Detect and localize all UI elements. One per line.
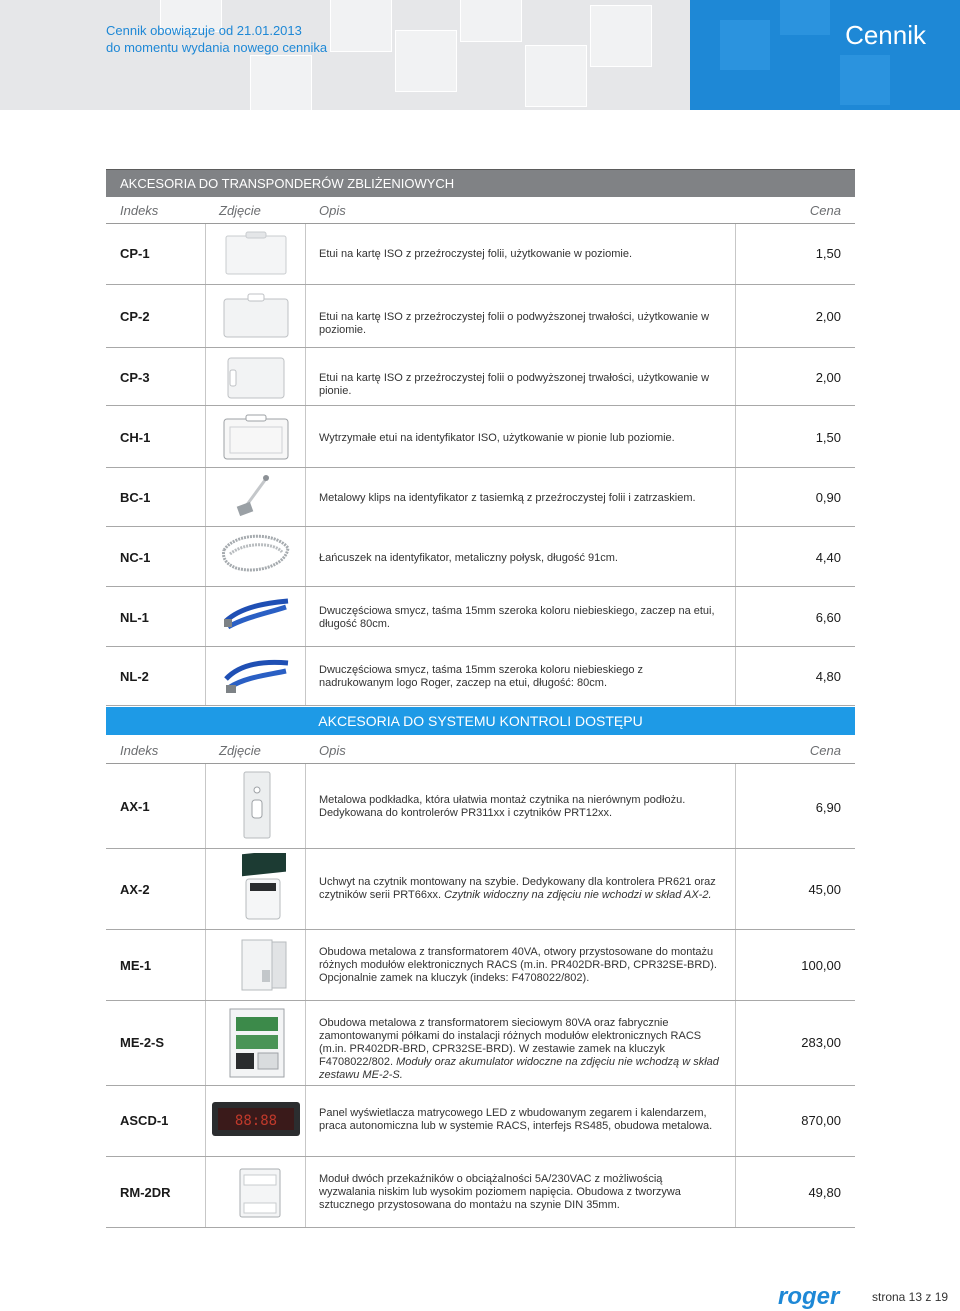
product-code: ASCD-1 xyxy=(120,1113,169,1128)
page-number: strona 13 z 19 xyxy=(872,1290,949,1304)
table-row xyxy=(106,764,855,849)
column-photo: Zdjęcie xyxy=(219,203,261,218)
table-row xyxy=(106,849,855,930)
product-description xyxy=(319,1017,719,1082)
product-description xyxy=(319,876,719,902)
table-row xyxy=(106,930,855,1001)
table-row xyxy=(106,468,855,527)
glass-mount-icon xyxy=(216,853,296,925)
table-row xyxy=(106,587,855,647)
product-description: Panel wyświetlacza matrycowego LED z wbudowanym zegarem i kalendarzem, praca autonomiczna lub w systemie RACS, interfejs RS485, obudowa metalowa. xyxy=(319,1107,713,1132)
column-headers xyxy=(106,737,855,764)
product-description: Łańcuszek na identyfikator, metaliczny połysk, długość 91cm. xyxy=(319,552,618,564)
metal-plate-icon xyxy=(216,770,296,842)
product-code: AX-2 xyxy=(120,882,150,897)
decorative-square xyxy=(250,55,312,110)
table-row xyxy=(106,348,855,406)
table-row xyxy=(106,1157,855,1228)
product-code: NL-2 xyxy=(120,669,149,684)
led-display-icon xyxy=(210,1094,302,1146)
product-price: 4,40 xyxy=(815,550,841,565)
decorative-square xyxy=(720,20,770,70)
product-price: 283,00 xyxy=(801,1035,841,1050)
table-row xyxy=(106,1086,855,1157)
validity-line-2: do momentu wydania nowego cennika xyxy=(106,40,328,55)
column-price: Cena xyxy=(809,203,841,218)
column-price: Cena xyxy=(809,743,841,758)
table-row xyxy=(106,647,855,706)
product-description: Etui na kartę ISO z przeźroczystej folii, użytkowanie w poziomie. xyxy=(319,248,633,260)
card-holder-icon xyxy=(216,291,296,341)
column-index: Indeks xyxy=(120,743,159,758)
product-description: Dwuczęściowa smycz, taśma 15mm szeroka koloru niebieskiego z nadrukowanym logo Roger, zaczep na etui, długość: 80cm. xyxy=(319,664,644,689)
table-row xyxy=(106,406,855,468)
table-row xyxy=(106,224,855,285)
product-description: Dwuczęściowa smycz, taśma 15mm szeroka koloru niebieskiego, zaczep na etui, długość 80cm. xyxy=(319,605,715,630)
badge-clip-icon xyxy=(216,472,296,522)
product-code: CP-2 xyxy=(120,309,150,324)
column-index: Indeks xyxy=(120,203,159,218)
product-description: Wytrzymałe etui na identyfikator ISO, użytkowanie w pionie lub poziomie. xyxy=(319,432,675,444)
din-relay-module-icon xyxy=(216,1163,296,1223)
rigid-card-holder-icon xyxy=(216,411,296,463)
decorative-square xyxy=(460,0,522,42)
description-text: Obudowa metalowa z transformatorem sieciowym 80VA oraz fabrycznie zamontowanymi półkami do instalacji różnych modułów elektronicznych RACS (m.in. PR402DR-BRD, CPR32SE-BRD). W zestawie zamek na kluczyk F4708022/802. xyxy=(319,1017,702,1068)
decorative-square xyxy=(780,0,830,35)
description-text: Uchwyt na czytnik montowany na szybie. Dedykowany dla kontrolera PR621 oraz czytników serii PRT66xx. xyxy=(319,876,716,901)
validity-note xyxy=(106,22,327,56)
product-price: 0,90 xyxy=(815,490,841,505)
decorative-square xyxy=(330,0,392,52)
product-code: BC-1 xyxy=(120,490,151,505)
card-holder-icon xyxy=(216,230,296,278)
description-note: Czytnik widoczny na zdjęciu nie wchodzi w skład AX-2. xyxy=(444,889,712,901)
product-price: 6,90 xyxy=(815,800,841,815)
decorative-square xyxy=(395,30,457,92)
product-code: ME-2-S xyxy=(120,1035,165,1050)
header-band xyxy=(0,0,690,110)
product-price: 1,50 xyxy=(815,430,841,445)
description-text: Metalowa podkładka, która ułatwia montaż czytnika na nierównym podłożu. Dedykowana do kontrolerów PR311xx i czytników PRT12xx. xyxy=(319,794,686,819)
product-price: 45,00 xyxy=(808,882,841,897)
column-photo: Zdjęcie xyxy=(219,743,261,758)
product-code: NC-1 xyxy=(120,550,151,565)
description-note: Moduły oraz akumulator widoczne na zdjęciu nie wchodzą w skład zestawu ME-2-S. xyxy=(319,1056,719,1081)
product-code: RM-2DR xyxy=(120,1185,171,1200)
enclosure-with-modules-icon xyxy=(216,1005,296,1081)
section-title-access-control-accessories: AKCESORIA DO SYSTEMU KONTROLI DOSTĘPU xyxy=(106,707,855,735)
product-code: AX-1 xyxy=(120,799,150,814)
product-description: Etui na kartę ISO z przeźroczystej folii o podwyższonej trwałości, użytkowanie w poziomie. xyxy=(319,311,710,336)
page-title: Cennik xyxy=(845,20,926,50)
decorative-square xyxy=(840,55,890,105)
product-price: 1,50 xyxy=(815,246,841,261)
table-row xyxy=(106,285,855,348)
product-price: 4,80 xyxy=(815,669,841,684)
product-description xyxy=(319,794,719,820)
product-price: 2,00 xyxy=(815,309,841,324)
product-description: Obudowa metalowa z transformatorem 40VA, otwory przystosowane do montażu różnych modułów elektronicznych RACS (m.in. PR402DR-BRD, CPR32SE-BRD). Opcjonalnie zamek na kluczyk (indeks: F4708022/802). xyxy=(319,946,717,984)
product-code: CH-1 xyxy=(120,430,151,445)
validity-line-1: Cennik obowiązuje od 21.01.2013 xyxy=(106,23,302,38)
table-row xyxy=(106,527,855,587)
product-price: 2,00 xyxy=(815,370,841,385)
metal-enclosure-icon xyxy=(216,934,296,996)
decorative-square xyxy=(590,5,652,67)
decorative-square xyxy=(525,45,587,107)
section-title-transponder-accessories: AKCESORIA DO TRANSPONDERÓW ZBLIŻENIOWYCH xyxy=(106,169,855,197)
table-row xyxy=(106,1001,855,1086)
column-description: Opis xyxy=(319,203,346,218)
column-description: Opis xyxy=(319,743,346,758)
product-code: ME-1 xyxy=(120,958,152,973)
svg-text:88:88: 88:88 xyxy=(234,1113,278,1129)
product-price: 6,60 xyxy=(815,610,841,625)
blue-lanyard-logo-icon xyxy=(216,651,296,701)
product-price: 100,00 xyxy=(801,958,841,973)
product-price: 870,00 xyxy=(801,1113,841,1128)
roger-logo: roger xyxy=(778,1283,840,1310)
card-holder-vertical-icon xyxy=(216,352,296,402)
product-price: 49,80 xyxy=(808,1185,841,1200)
product-code: CP-3 xyxy=(120,370,150,385)
column-headers xyxy=(106,197,855,224)
product-code: NL-1 xyxy=(120,610,149,625)
header-title-band xyxy=(690,0,960,110)
product-description: Moduł dwóch przekaźników o obciążalności 5A/230VAC z możliwością wyzwalania niskim lub wysokim poziomem napięcia. Obudowa z tworzywa sztucznego przystosowana do montażu na szynie DIN 35mm. xyxy=(319,1173,681,1211)
product-code: CP-1 xyxy=(120,246,150,261)
product-description: Etui na kartę ISO z przeźroczystej folii o podwyższonej trwałości, użytkowanie w pionie. xyxy=(319,372,710,397)
product-description: Metalowy klips na identyfikator z tasiemką z przeźroczystej folii i zatrzaskiem. xyxy=(319,492,696,504)
ball-chain-icon xyxy=(216,530,296,582)
blue-lanyard-icon xyxy=(216,591,296,641)
